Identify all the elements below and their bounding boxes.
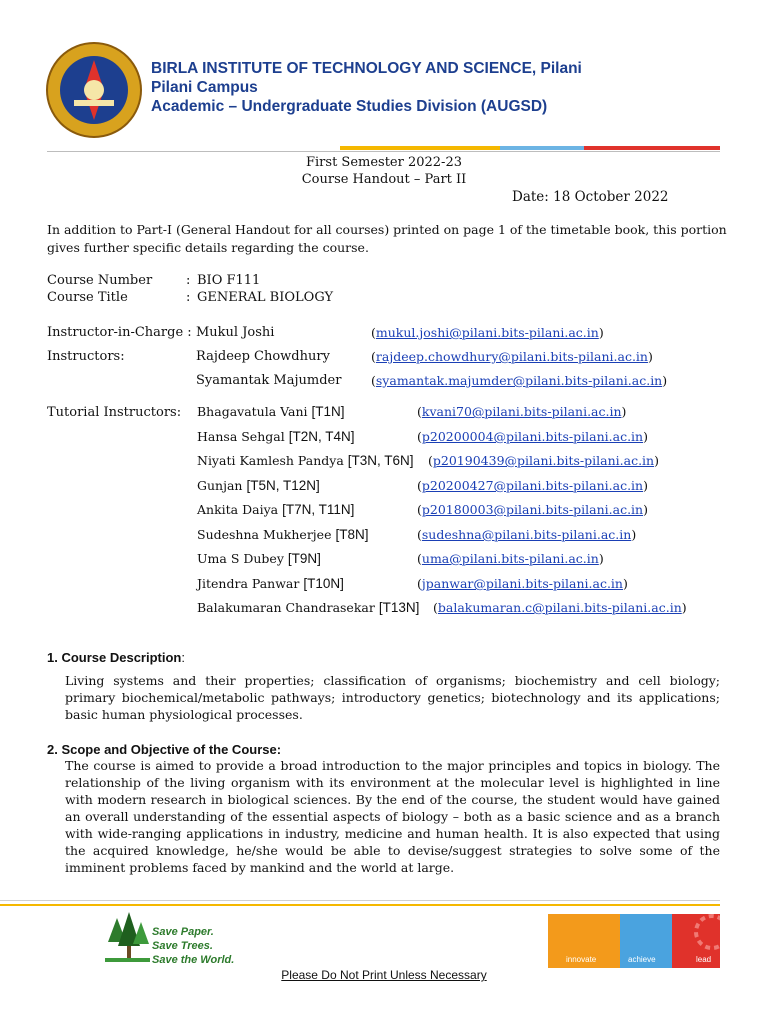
header-divider — [47, 151, 720, 152]
tutor-row — [197, 551, 321, 566]
section-1-body: Living systems and their properties; classification of organisms; biochemistry and cell biology; primary biochemical/metabolic pathways; introductory genetics; biotechnology and its applications; basic human physiological processes. — [65, 673, 720, 722]
tutor-name: Balakumaran Chandrasekar — [197, 600, 375, 615]
achieve-block — [620, 914, 672, 968]
ic-email[interactable]: (mukul.joshi@pilani.bits-pilani.ac.in) — [371, 325, 604, 340]
tutor-email-link[interactable]: balakumaran.c@pilani.bits-pilani.ac.in — [437, 600, 682, 615]
section-1-heading — [47, 650, 185, 665]
tutor-email-link[interactable]: kvani70@pilani.bits-pilani.ac.in — [421, 404, 622, 419]
tutor-email[interactable]: (balakumaran.c@pilani.bits-pilani.ac.in) — [433, 600, 687, 615]
tutor-name: Niyati Kamlesh Pandya — [197, 453, 344, 468]
tutor-email[interactable]: (jpanwar@pilani.bits-pilani.ac.in) — [417, 576, 628, 591]
tutor-code: [T5N, T12N] — [246, 478, 320, 493]
tutor-email-link[interactable]: p20190439@pilani.bits-pilani.ac.in — [432, 453, 655, 468]
lead-block — [672, 914, 720, 968]
course-number: BIO F111 — [197, 273, 261, 288]
institute-name: BIRLA INSTITUTE OF TECHNOLOGY AND SCIENCE, Pilani — [151, 60, 582, 77]
tutor-email[interactable]: (uma@pilani.bits-pilani.ac.in) — [417, 551, 604, 566]
tutor-row — [197, 527, 368, 542]
handout-date: Date: 18 October 2022 — [512, 189, 669, 205]
tutor-code: [T1N] — [311, 404, 345, 419]
lead-label: lead — [696, 955, 712, 964]
save-line: Save Trees. — [152, 940, 213, 952]
instructor-email-link[interactable]: syamantak.majumder@pilani.bits-pilani.ac.in — [375, 373, 663, 388]
tutor-code: [T10N] — [303, 576, 344, 591]
course-title: GENERAL BIOLOGY — [197, 290, 334, 305]
instructors-label: Instructors: — [47, 349, 125, 364]
print-notice: Please Do Not Print Unless Necessary — [281, 968, 487, 982]
course-title-label: Course Title — [47, 290, 128, 305]
tutor-email[interactable]: (p20200004@pilani.bits-pilani.ac.in) — [417, 429, 648, 444]
save-line: Save Paper. — [152, 926, 214, 938]
ic-email-link[interactable]: mukul.joshi@pilani.bits-pilani.ac.in — [375, 325, 599, 340]
tutor-email-link[interactable]: jpanwar@pilani.bits-pilani.ac.in — [421, 576, 623, 591]
semester-title: First Semester 2022-23 — [306, 155, 462, 170]
instructor-email[interactable]: (syamantak.majumder@pilani.bits-pilani.ac.in) — [371, 373, 668, 388]
course-number-label: Course Number — [47, 273, 153, 288]
instructor-name: Syamantak Majumder — [196, 373, 342, 388]
innovate-block — [548, 914, 620, 968]
tutor-name: Uma S Dubey — [197, 551, 284, 566]
tutor-email-link[interactable]: p20200427@pilani.bits-pilani.ac.in — [421, 478, 644, 493]
campus-name: Pilani Campus — [151, 79, 258, 96]
tutor-email-link[interactable]: p20200004@pilani.bits-pilani.ac.in — [421, 429, 644, 444]
section-1-colon: : — [181, 650, 185, 665]
section-2-heading — [47, 742, 281, 757]
tutor-code: [T7N, T11N] — [282, 502, 355, 517]
tutor-row — [197, 404, 345, 419]
division-name: Academic – Undergraduate Studies Division (AUGSD) — [151, 98, 548, 115]
section-1-title: 1. Course Description — [47, 650, 182, 665]
tutor-email[interactable]: (p20200427@pilani.bits-pilani.ac.in) — [417, 478, 648, 493]
intro-paragraph: In addition to Part-I (General Handout for all courses) printed on page 1 of the timetable book, this portion gives further specific details regarding the course. — [47, 222, 727, 255]
tutor-email-link[interactable]: p20180003@pilani.bits-pilani.ac.in — [421, 502, 644, 517]
tutor-email[interactable]: (sudeshna@pilani.bits-pilani.ac.in) — [417, 527, 637, 542]
tutor-row — [197, 502, 354, 517]
handout-title: Course Handout – Part II — [301, 172, 467, 187]
trees-icon — [105, 912, 150, 970]
tutor-email-link[interactable]: sudeshna@pilani.bits-pilani.ac.in — [421, 527, 632, 542]
tutorial-label: Tutorial Instructors: — [47, 405, 182, 420]
tutor-name: Bhagavatula Vani — [197, 404, 308, 419]
tutor-row — [197, 600, 419, 615]
instructor-email-link[interactable]: rajdeep.chowdhury@pilani.bits-pilani.ac.in — [375, 349, 648, 364]
tutor-name: Jitendra Panwar — [197, 576, 300, 591]
achieve-label: achieve — [628, 955, 656, 964]
tutor-name: Sudeshna Mukherjee — [197, 527, 332, 542]
course-title-colon: : — [186, 290, 191, 305]
bits-logo — [44, 40, 144, 140]
header-bar-red — [584, 146, 720, 150]
instructor-email[interactable]: (rajdeep.chowdhury@pilani.bits-pilani.ac.in) — [371, 349, 653, 364]
tutor-email[interactable]: (kvani70@pilani.bits-pilani.ac.in) — [417, 404, 627, 419]
tutor-email[interactable]: (p20190439@pilani.bits-pilani.ac.in) — [428, 453, 659, 468]
tutor-code: [T8N] — [335, 527, 369, 542]
tutor-row — [197, 576, 344, 591]
tutor-name: Ankita Daiya — [197, 502, 279, 517]
tutor-row — [197, 478, 320, 493]
tutor-code: [T3N, T6N] — [347, 453, 414, 468]
tutor-email[interactable]: (p20180003@pilani.bits-pilani.ac.in) — [417, 502, 648, 517]
save-line: Save the World. — [152, 954, 235, 966]
tutor-code: [T13N] — [378, 600, 420, 615]
course-number-colon: : — [186, 273, 191, 288]
tutor-code: [T2N, T4N] — [288, 429, 355, 444]
tutor-name: Gunjan — [197, 478, 243, 493]
tutor-row — [197, 453, 414, 468]
ic-label: Instructor-in-Charge : — [47, 325, 192, 340]
ic-name: Mukul Joshi — [196, 325, 275, 340]
footer-bar — [0, 904, 720, 906]
instructor-name: Rajdeep Chowdhury — [196, 349, 330, 364]
section-2-body: The course is aimed to provide a broad introduction to the major principles and topics in biology. The relationship of the living organism with its environment at the molecular level is highlighted in line with modern research in biological sciences. By the end of the course, the student would have gained an overall understanding of the essential aspects of biology – both as a basic science and as a branch with wide-ranging applications in industry, medicine and human health. It is also expected that using the acquired knowledge, he/she would be able to devise/suggest strategies to solve some of the imminent problems faced by mankind and the world at large. — [65, 758, 720, 875]
header-bar-blue — [500, 146, 584, 150]
tutor-code: [T9N] — [287, 551, 321, 566]
tutor-name: Hansa Sehgal — [197, 429, 285, 444]
header-bar-yellow — [340, 146, 500, 150]
tutor-email-link[interactable]: uma@pilani.bits-pilani.ac.in — [421, 551, 599, 566]
footer-divider — [0, 900, 720, 901]
innovate-label: innovate — [566, 955, 597, 964]
section-2-title: 2. Scope and Objective of the Course: — [47, 742, 282, 757]
tutor-row — [197, 429, 354, 444]
